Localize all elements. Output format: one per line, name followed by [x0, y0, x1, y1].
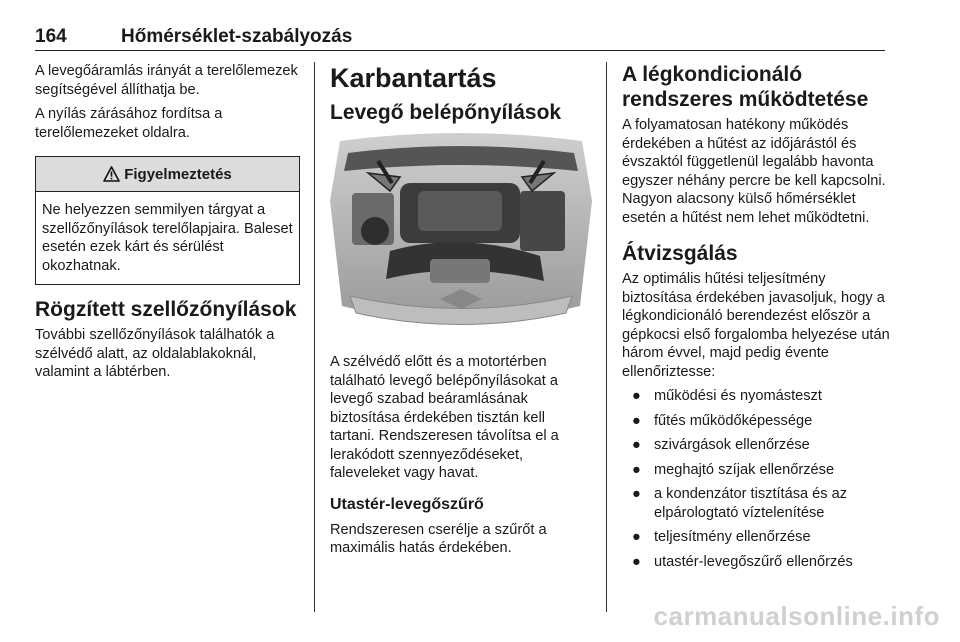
warning-header — [36, 157, 299, 192]
warning-title: Figyelmeztetés — [124, 165, 232, 183]
list-item: ● teljesítmény ellenőrzése — [632, 529, 811, 545]
list-item: ● működési és nyomásteszt — [632, 388, 822, 404]
column-divider-2 — [606, 62, 607, 612]
fixed-vents-heading: Rögzített szellőzőnyílások — [35, 298, 297, 321]
fixed-vents-text: További szellőzőnyílások találhatók a szélvédő alatt, az oldalablakoknál, valamint a lábtérben. — [35, 327, 275, 380]
column-3 — [622, 62, 890, 577]
warning-triangle-icon — [103, 166, 120, 182]
list-item: ● utastér-levegőszűrő ellenőrzés — [632, 553, 853, 570]
list-item: ● a kondenzátor tisztítása és az elpárologtató víztelenítése — [632, 486, 848, 521]
page-header — [35, 22, 885, 51]
cabin-filter-text: Rendszeresen cserélje a szűrőt a maximális hatás érdekében. — [330, 521, 547, 556]
warning-text: Ne helyezzen semmilyen tárgyat a szellőzőnyílások terelőlapjaira. Baleset esetén ezek kárt és sérülést okozhatnak. — [42, 202, 293, 274]
ac-operation-heading: A légkondicionáló rendszeres működtetése — [622, 63, 869, 111]
section-title: Hőmérséklet-szabályozás — [121, 26, 353, 47]
ac-operation-text: A folyamatosan hatékony működés érdekében a hűtést az időjárástól és évszaktól függetlenül legalább havonta egyszer néhány percre be kell kapcsolni. Nagyon alacsony külső hőmérséklet esetén a hűtést nem lehet működtetni. — [622, 117, 886, 226]
watermark: carmanualsonline.info — [653, 601, 940, 631]
cabin-filter-heading: Utastér-levegőszűrő — [330, 495, 484, 513]
engine-bay-image — [330, 131, 592, 343]
column-1 — [35, 62, 300, 388]
vent-close-text: A nyílás zárásához fordítsa a terelőlemezeket oldalra. — [35, 106, 223, 141]
warning-body — [36, 192, 299, 284]
air-inlets-heading: Levegő belépőnyílások — [330, 101, 562, 124]
list-item: ● fűtés működőképessége — [632, 412, 813, 429]
inspection-list — [622, 387, 890, 571]
warning-box — [35, 156, 300, 285]
air-inlets-text: A szélvédő előtt és a motortérben található levegő belépőnyílásokat a levegő szabad beáramlásának biztosítása érdekében tisztán kell tartani. Rendszeresen távolítsa el a lerakódott szennyeződéseket, faleveleket vagy havat. — [330, 354, 559, 481]
column-divider-1 — [314, 62, 315, 612]
page-number: 164 — [35, 26, 67, 47]
maintenance-heading: Karbantartás — [330, 63, 497, 93]
inspection-text: Az optimális hűtési teljesítmény biztosítása érdekében javasoljuk, hogy a légkondicionáló berendezést először a gépkocsi első forgalomba helyezése után három évvel, majd pedig évente ellenőriztesse: — [622, 271, 890, 380]
column-2 — [330, 62, 592, 564]
vent-direction-text: A levegőáramlás irányát a terelőlemezek segítségével állíthatja be. — [35, 63, 298, 98]
list-item: ● meghajtó szíjak ellenőrzése — [632, 461, 835, 478]
list-item: ● szivárgások ellenőrzése — [632, 437, 810, 453]
inspection-heading: Átvizsgálás — [622, 242, 738, 265]
